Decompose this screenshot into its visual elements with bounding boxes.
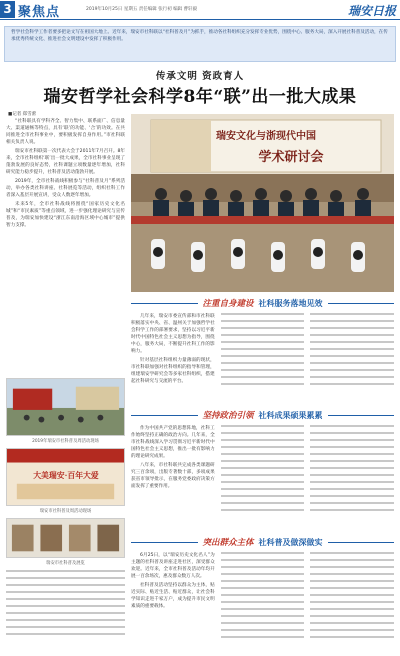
text-line — [221, 334, 305, 336]
text-line — [221, 622, 305, 624]
text-line — [310, 439, 394, 441]
text-line — [310, 636, 394, 638]
article-paragraph: 2019年，全市社科战线积极参与“社科普及月”系列活动，举办各类社科讲座、社科展览等活动，组织社科工作者深入基层开展宣讲，受众人数逐年增加。 — [6, 179, 125, 198]
text-column — [310, 425, 394, 516]
text-line — [310, 369, 394, 371]
text-line — [310, 383, 394, 385]
text-line — [221, 313, 305, 315]
headline-kicker: 传承文明 资政育人 — [155, 71, 245, 82]
text-line — [221, 573, 305, 575]
text-line — [310, 594, 394, 596]
text-line — [310, 453, 394, 455]
article-paragraph: 八年来，市社科联共完成各类课题研究三百余项，出版专著数十部，多项成果获省市领导批示，在服务党委政府决策方面发挥了重要作用。 — [131, 463, 215, 489]
section-title-brush: 注重自身建设 — [202, 299, 254, 309]
text-line — [310, 362, 394, 364]
text-line — [310, 467, 394, 469]
left-photo-poster-image — [7, 449, 124, 505]
text-line — [6, 598, 125, 600]
left-photo-caption-1: 2019年瑞安市社科普及周活动现场 — [32, 439, 99, 444]
text-line — [6, 612, 125, 614]
text-line — [310, 566, 394, 568]
left-column-continued — [6, 570, 125, 640]
article-paragraph: 几年来，瑞安市委宣传部和市社科联积极落实中央、省、温州关于加强哲学社会科学工作的部署要求，坚持以习近平新时代中国特色社会主义思想为指导，围绕中心，服务大局，不断提升社科工作的影响力。 — [131, 314, 215, 354]
main-headline: 瑞安哲学社会科学8年“联”出一批大成果 — [43, 87, 357, 107]
text-line — [310, 334, 394, 336]
article-paragraph: “社科联具有学科齐全、智力集中、联系面广、信息量大、渠道通畅等特点，具有‘联’的功能、‘合’的功效。在共同推进全市社科事业中，要积极发挥自身作用。”市社科联相关负责人说。 — [6, 119, 125, 145]
section-title: 聚焦点 — [18, 5, 61, 20]
lead-article-column — [6, 118, 125, 231]
text-line — [6, 626, 125, 628]
section-rule — [328, 415, 395, 416]
text-line — [221, 460, 305, 462]
issue-meta: 2019年10月25日 星期五 责任编辑 张行初 编辑 曹轩毅 — [86, 7, 198, 12]
lead-summary-box — [4, 26, 396, 62]
text-line — [221, 369, 305, 371]
text-line — [310, 502, 394, 504]
byline: ■记者 郑雪蕾 — [8, 112, 37, 117]
text-line — [221, 615, 305, 617]
text-line — [310, 474, 394, 476]
text-line — [310, 446, 394, 448]
section-header-3 — [131, 535, 394, 549]
text-line — [310, 376, 394, 378]
article-paragraph: 针对基层社科组织力量薄弱的现状，市社科联加强对社科组织的指导和管理，组建瑞安学研究会等多家社科组织，搭建起社科研究与交流的平台。 — [131, 358, 215, 384]
section-3-body — [131, 552, 394, 643]
left-photo-caption-3: 瑞安市社科普及展览 — [46, 561, 85, 566]
article-paragraph: 6月25日，以“瑞安历史文化名人”为主题的社科普及讲座走进社区，深受群众欢迎。近年来，全市社科普及活动年均开展一百余场次，惠及群众数万人次。 — [131, 553, 215, 579]
left-photo-event — [6, 378, 125, 436]
text-column — [221, 552, 305, 643]
text-line — [310, 313, 394, 315]
text-column — [221, 425, 305, 516]
text-line — [310, 355, 394, 357]
text-line — [221, 432, 305, 434]
text-line — [221, 488, 305, 490]
text-line — [221, 636, 305, 638]
left-photo-caption-2: 瑞安市社科普及周活动现场 — [39, 509, 92, 514]
text-line — [310, 552, 394, 554]
text-line — [221, 566, 305, 568]
text-line — [221, 587, 305, 589]
text-line — [221, 425, 305, 427]
text-column — [310, 313, 394, 390]
text-line — [221, 383, 305, 385]
text-line — [221, 474, 305, 476]
text-line — [310, 573, 394, 575]
section-header-2 — [131, 408, 394, 422]
text-line — [221, 608, 305, 610]
text-line — [221, 348, 305, 350]
text-line — [310, 601, 394, 603]
text-line — [221, 559, 305, 561]
text-line — [6, 591, 125, 593]
text-line — [310, 495, 394, 497]
text-line — [6, 605, 125, 607]
text-line — [310, 629, 394, 631]
text-column — [131, 552, 215, 643]
section-rule — [328, 303, 395, 304]
text-line — [310, 460, 394, 462]
text-line — [221, 355, 305, 357]
text-line — [6, 619, 125, 621]
poster-title: 大美瑞安·百年大爱 — [33, 471, 99, 480]
text-line — [6, 633, 125, 635]
page-number: 3 — [0, 1, 15, 18]
left-photo-exhibit — [6, 518, 125, 558]
section-subtitle: 社科服务落地见效 — [258, 298, 323, 308]
text-line — [310, 559, 394, 561]
section-rule — [131, 415, 198, 416]
text-line — [221, 509, 305, 511]
text-line — [221, 495, 305, 497]
text-line — [310, 481, 394, 483]
text-line — [310, 509, 394, 511]
text-column — [131, 425, 215, 516]
text-line — [310, 327, 394, 329]
section-rule — [328, 542, 395, 543]
text-line — [310, 615, 394, 617]
seminar-photo-image — [131, 114, 394, 292]
text-line — [310, 622, 394, 624]
text-line — [221, 446, 305, 448]
section-2-body — [131, 425, 394, 516]
section-header-1 — [131, 296, 394, 310]
left-photo-event-image — [7, 379, 124, 435]
text-line — [310, 488, 394, 490]
text-column — [131, 313, 215, 390]
text-column — [310, 552, 394, 643]
masthead — [0, 0, 400, 20]
text-line — [221, 453, 305, 455]
text-line — [310, 348, 394, 350]
text-line — [221, 341, 305, 343]
banner-title-line-1: 瑞安文化与浙现代中国 — [216, 131, 316, 142]
article-paragraph: 瑞安市社科联第一次代表大会于2011年7月召开。8年来，全市社科组织‘联’出一批大成果，全市社科事业呈现了蓬勃发展的良好态势，社科课题立项数量逐年增加，社科研究能力稳步提升，社科普及活动蓬勃开展。 — [6, 149, 125, 175]
text-line — [310, 320, 394, 322]
text-line — [310, 432, 394, 434]
section-rule — [131, 542, 198, 543]
text-line — [310, 587, 394, 589]
text-line — [221, 580, 305, 582]
text-line — [221, 502, 305, 504]
text-line — [310, 580, 394, 582]
article-paragraph: 未来5年，全市社科战线将围绕“国家历史文化名城”和“市民素质”等重点领域，进一步强化理论研究与宣传普及，为瑞安加快建设“浙江东南沿海区域中心城市”提供智力支撑。 — [6, 202, 125, 228]
section-rule — [131, 303, 198, 304]
text-line — [6, 584, 125, 586]
text-line — [221, 594, 305, 596]
text-line — [310, 608, 394, 610]
text-line — [221, 439, 305, 441]
text-line — [310, 341, 394, 343]
text-line — [221, 320, 305, 322]
article-paragraph: 社科普及活动坚持以群众为主体，贴近实际、贴近生活、贴近群众，让社会科学知识走进千家万户，成为提升市民文明素质的重要载体。 — [131, 583, 215, 609]
text-line — [221, 552, 305, 554]
text-line — [6, 577, 125, 579]
paper-logo: 瑞安日报 — [347, 4, 396, 18]
text-line — [221, 467, 305, 469]
text-line — [221, 601, 305, 603]
banner-title-line-2: 学术研讨会 — [258, 150, 324, 165]
text-line — [221, 327, 305, 329]
left-photo-poster — [6, 448, 125, 506]
lead-summary-text: 哲学社会科学工作者要多把论文写在祖国大地上。近年来，瑞安市社科联以“社科普及月”为抓手，推动各社科组织充分发挥专业优势，围绕中心、服务大局，深入开展社科普及活动，在传承优秀传统文化、推进社会文明建设中发挥了积极作用。 — [11, 30, 388, 42]
section-subtitle: 社科成果硕果累累 — [258, 410, 323, 420]
section-title-brush: 坚持政治引领 — [202, 411, 254, 421]
text-line — [221, 629, 305, 631]
text-line — [221, 362, 305, 364]
text-line — [221, 376, 305, 378]
text-line — [6, 570, 125, 572]
text-column — [221, 313, 305, 390]
section-title-brush: 突出群众主体 — [202, 538, 254, 548]
seminar-photo — [131, 114, 394, 292]
section-subtitle: 社科普及做深做实 — [258, 537, 323, 547]
left-photo-exhibit-image — [7, 519, 124, 557]
text-line — [310, 425, 394, 427]
text-line — [221, 481, 305, 483]
article-paragraph: 作为中国共产党的思想阵地，社科工作始终坚持正确的政治方向。几年来，全市社科战线深入学习贯彻习近平新时代中国特色社会主义思想，推出一批有影响力的理论研究成果。 — [131, 426, 215, 459]
section-1-body — [131, 313, 394, 390]
